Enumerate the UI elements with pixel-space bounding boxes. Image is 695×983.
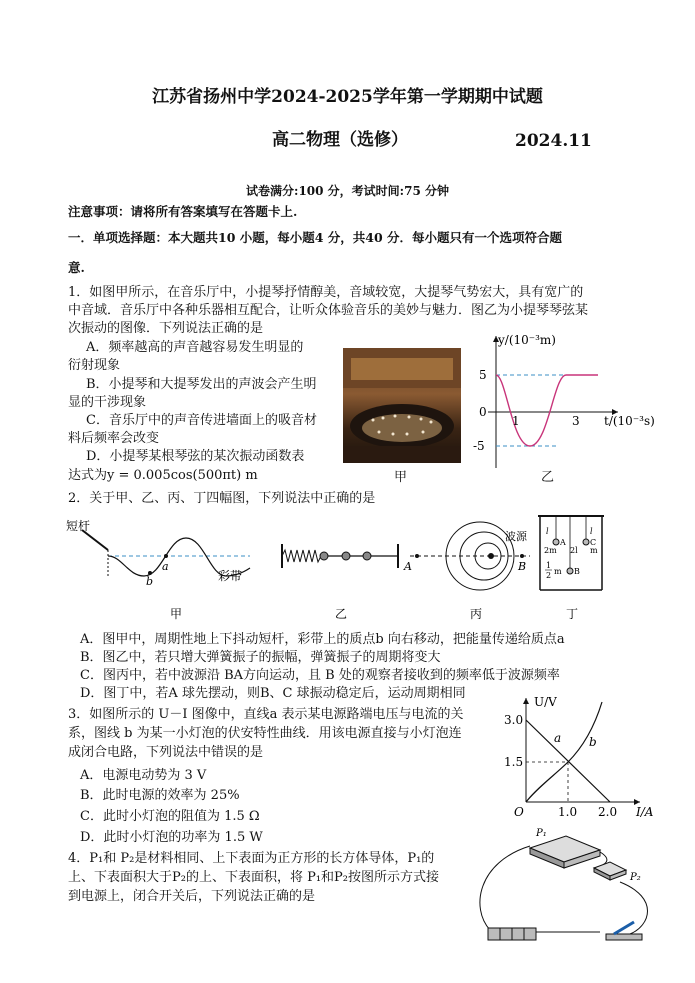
q1-fig-label-yi: 乙 [541,470,555,485]
q3-option-a: A．电源电动势为 3 V [80,768,207,783]
q3-option-c: C．此时小灯泡的阻值为 1.5 Ω [80,809,260,824]
score-line: 试卷满分:100 分，考试时间:75 分钟 [246,184,449,198]
svg-text:2m: 2m [544,546,557,555]
exam-subject: 高二物理（选修） [272,130,408,150]
q2-option-a: A．图甲中，周期性地上下抖动短杆，彩带上的质点b 向右移动，把能量传递给质点a [80,632,565,647]
q1-graph-ytop: 5 [479,368,487,382]
q2-option-b: B．图乙中，若只增大弹簧振子的振幅，弹簧振子的周期将变大 [80,650,441,665]
q1-option-a-cont: 衍射现象 [68,358,121,373]
q2-label-yi: 乙 [335,607,348,620]
exam-title: 江苏省扬州中学2024-2025学年第一学期期中试题 [152,87,543,107]
q3-option-d: D．此时小灯泡的功率为 1.5 W [80,830,263,845]
q1-line-3: 次振动的图像．下列说法正确的是 [68,321,264,336]
q3-graph-y30: 3.0 [504,713,524,727]
q2-option-c: C．图丙中，若中波源沿 BA方向运动，且 B 处的观察者接收到的频率低于波源频率 [80,668,560,683]
q1-vibration-graph [468,328,668,488]
vibration-curve [496,375,598,446]
q2-figures [60,510,620,620]
q2-label-a: a [162,560,169,573]
q1-graph-ybottom: -5 [473,439,485,453]
q3-graph-xlabel: I/A [636,805,654,819]
svg-text:2l: 2l [570,546,578,555]
curve-b [526,702,602,802]
svg-text:A: A [560,538,566,547]
q3-graph-origin: O [514,805,524,819]
exam-date: 2024.11 [515,131,592,151]
q3-ui-graph [498,692,663,822]
q3-graph-b: b [589,735,597,749]
q2-label-A: A [404,560,412,573]
q2-label-boyuan: 波源 [505,530,527,543]
q2-label-jia: 甲 [170,607,183,620]
q2-label-caidai: 彩带 [218,569,243,583]
line-a [526,720,610,802]
q3-graph-y15: 1.5 [504,755,524,769]
q2-stem: 2．关于甲、乙、丙、丁四幅图，下列说法中正确的是 [68,491,376,506]
q2-label-B: B [518,560,527,573]
q1-graph-yzero: 0 [479,405,487,419]
q4-label-p1: P₁ [536,828,547,839]
svg-text:1: 1 [546,561,552,570]
svg-text:B: B [574,567,580,576]
battery [488,928,536,940]
q4-line-2: 上、下表面积大于P₂的上、下表面积，将 P₁和P₂按图所示方式接 [68,870,440,885]
q4-line-1: 4．P₁和 P₂是材料相同、上下表面为正方形的长方体导体，P₁的 [68,851,435,866]
q1-option-c: C．音乐厅中的声音传进墙面上的吸音材 [86,413,317,428]
q2-option-d: D．图丁中，若A 球先摆动，则B、C 球振动稳定后，运动周期相同 [80,686,466,701]
q1-option-a: A．频率越高的声音越容易发生明显的 [86,340,304,355]
q1-line-2: 中音域．音乐厅中各种乐器相互配合，让听众体验音乐的美妙与魅力．图乙为小提琴琴弦某 [68,303,589,318]
p1-conductor [530,836,600,868]
q1-option-b-cont: 显的干涉现象 [68,395,147,410]
svg-text:m: m [554,567,562,576]
q3-line-3: 成闭合电路，下列说法中错误的是 [68,745,264,760]
concert-hall-photo [343,348,461,463]
section1-heading-cont: 意. [68,260,85,275]
q3-graph-ylabel: U/V [534,695,557,709]
q1-line-1: 1．如图甲所示，在音乐厅中，小提琴抒情醇美，音域较宽，大提琴气势宏大，具有宽广的 [68,285,584,300]
p2-conductor [594,862,626,880]
section1-heading: 一．单项选择题：本大题共10 小题，每小题4 分，共40 分．每小题只有一个选项符合题 [68,230,563,245]
svg-text:m: m [590,546,598,555]
q4-circuit-figure [470,822,670,952]
q1-graph-x1: 1 [512,414,520,428]
q3-line-2: 系，图线 b 为某一小灯泡的伏安特性曲线．用该电源直接与小灯泡连 [68,726,462,741]
q2-label-b: b [146,575,154,588]
q4-line-3: 到电源上，闭合开关后，下列说法正确的是 [68,889,316,904]
figure-ding [538,516,604,590]
q1-option-b: B．小提琴和大提琴发出的声波会产生明 [86,377,317,392]
q4-label-p2: P₂ [630,872,641,883]
q1-graph-xlabel: t/(10⁻³s) [604,414,655,428]
q1-option-c-cont: 料后频率会改变 [68,431,160,446]
q2-label-bing: 丙 [470,607,483,620]
notice: 注意事项：请将所有答案填写在答题卡上. [68,204,298,219]
svg-text:2: 2 [546,571,552,580]
q2-label-ding: 丁 [566,607,579,620]
q3-graph-x10: 1.0 [558,805,578,819]
q1-graph-x3: 3 [572,414,580,428]
svg-text:C: C [590,538,597,547]
svg-text:l: l [546,527,549,536]
svg-text:l: l [590,527,593,536]
q1-fig-label-jia: 甲 [394,470,408,485]
q1-option-d: D．小提琴某根琴弦的某次振动函数表 [86,449,305,464]
q2-label-duangan: 短杆 [66,519,91,533]
q1-graph-ylabel: y/(10⁻³m) [498,333,556,347]
q1-option-d-cont: 达式为y = 0.005cos(500πt) m [68,468,258,483]
q3-option-b: B．此时电源的效率为 25% [80,788,240,803]
q3-line-1: 3．如图所示的 U－I 图像中，直线a 表示某电源路端电压与电流的关 [68,707,464,722]
figure-yi [282,544,398,568]
q3-graph-x20: 2.0 [598,805,618,819]
q3-graph-a: a [554,731,562,745]
